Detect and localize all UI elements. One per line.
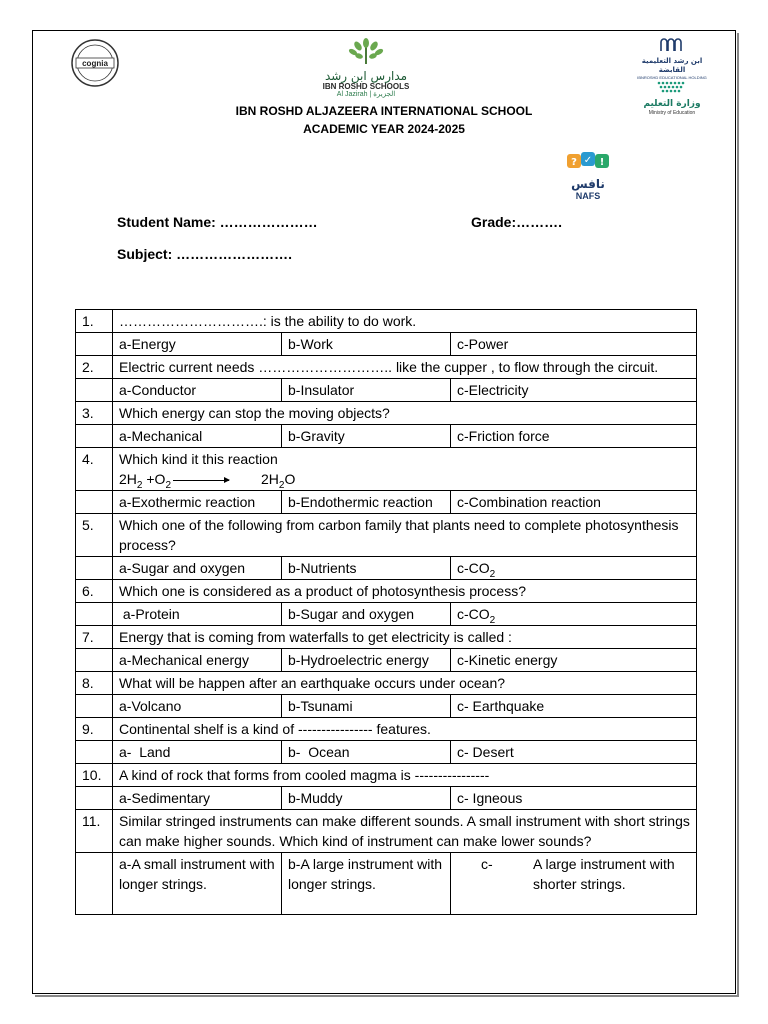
option-a: a-Mechanical (113, 425, 282, 448)
number-spacer (76, 787, 113, 810)
option-c: c- Earthquake (451, 695, 697, 718)
option-a: a-Sedimentary (113, 787, 282, 810)
question-text: ………………………….: is the ability to do work. (113, 310, 697, 333)
question-number: 6. (76, 580, 113, 603)
options-row (76, 379, 697, 402)
question-number: 7. (76, 626, 113, 649)
number-spacer (76, 557, 113, 580)
option-b: b-Hydroelectric energy (282, 649, 451, 672)
option-b: b-Gravity (282, 425, 451, 448)
options-row (76, 491, 697, 514)
question-number: 9. (76, 718, 113, 741)
reaction-arrow-icon (173, 480, 229, 481)
question-number: 3. (76, 402, 113, 425)
tree-icon (344, 37, 388, 65)
question-text: Similar stringed instruments can make different sounds. A small instrument with short strings can make higher sounds. Which kind of instrument can make lower sounds? (113, 810, 697, 853)
options-row (76, 853, 697, 915)
question-row (76, 514, 697, 557)
nafs-logo (560, 150, 616, 202)
svg-text:?: ? (571, 157, 577, 168)
option-a: a-Protein (113, 603, 282, 626)
subject-field: Subject: ……………………. (117, 246, 293, 262)
option-a: a-Sugar and oxygen (113, 557, 282, 580)
option-c (451, 603, 697, 626)
option-b: b- Ocean (282, 741, 451, 764)
svg-text:!: ! (599, 157, 605, 168)
question-text: Which one of the following from carbon family that plants need to complete photosynthesis process? (113, 514, 697, 557)
number-spacer (76, 425, 113, 448)
question-row (76, 580, 697, 603)
option-a: a- Land (113, 741, 282, 764)
options-row (76, 787, 697, 810)
academic-year: ACADEMIC YEAR 2024-2025 (303, 122, 465, 136)
number-spacer (76, 603, 113, 626)
option-c-subscript: 2 (489, 568, 496, 580)
question-row (76, 764, 697, 787)
school-logo-arabic: مدارس ابن رشد (324, 69, 408, 83)
options-row (76, 333, 697, 356)
question-row (76, 672, 697, 695)
option-a: a-Volcano (113, 695, 282, 718)
chemical-equation (119, 469, 690, 489)
options-row (76, 425, 697, 448)
number-spacer (76, 491, 113, 514)
arches-icon (659, 36, 685, 52)
speech-bubbles-icon (565, 150, 611, 172)
question-row (76, 356, 697, 379)
grade-field: Grade:………. (471, 214, 563, 230)
question-text-with-equation (113, 448, 697, 491)
question-row (76, 310, 697, 333)
options-row (76, 603, 697, 626)
option-c-wrap (457, 854, 690, 894)
option-b: b-Muddy (282, 787, 451, 810)
question-number: 2. (76, 356, 113, 379)
school-logo-sub: Al Jazirah | الجزيرة (336, 91, 396, 98)
options-row (76, 649, 697, 672)
question-text: Electric current needs ……………………….. like the cupper , to flow through the circuit. (113, 356, 697, 379)
option-c: c-Power (451, 333, 697, 356)
school-name: IBN ROSHD ALJAZEERA INTERNATIONAL SCHOOL (235, 104, 533, 118)
option-c: c-Combination reaction (451, 491, 697, 514)
option-c-text: A large instrument with shorter strings. (533, 856, 675, 892)
equation-right-subscript: 2 (278, 479, 285, 491)
option-b: b-Tsunami (282, 695, 451, 718)
question-row (76, 810, 697, 853)
option-c: c- Igneous (451, 787, 697, 810)
option-a: a-Exothermic reaction (113, 491, 282, 514)
number-spacer (76, 853, 113, 915)
options-row (76, 695, 697, 718)
option-c-text: c-CO (457, 606, 490, 622)
holding-english: IBNROSHD EDUCATIONAL HOLDING (637, 75, 707, 80)
options-row (76, 557, 697, 580)
option-a: a-Conductor (113, 379, 282, 402)
number-spacer (76, 695, 113, 718)
equation-right: 2H (261, 471, 279, 487)
option-c-subscript: 2 (489, 614, 496, 626)
school-title-block (0, 102, 768, 138)
option-b: b-A large instrument with longer strings. (282, 853, 451, 915)
option-c (451, 853, 697, 915)
question-text: Continental shelf is a kind of ---------------- features. (113, 718, 697, 741)
ibn-roshd-logo (316, 37, 416, 99)
equation-right-end: O (284, 471, 296, 487)
question-number: 11. (76, 810, 113, 853)
nafs-arabic: نافس (571, 177, 605, 191)
option-c: c-Kinetic energy (451, 649, 697, 672)
question-text: Which energy can stop the moving objects? (113, 402, 697, 425)
option-c: c- Desert (451, 741, 697, 764)
question-number: 5. (76, 514, 113, 557)
option-b: b-Work (282, 333, 451, 356)
option-a: a-Mechanical energy (113, 649, 282, 672)
question-number: 10. (76, 764, 113, 787)
equation-plus-subscript: 2 (165, 479, 171, 491)
option-c: c-Electricity (451, 379, 697, 402)
option-b: b-Endothermic reaction (282, 491, 451, 514)
options-row (76, 741, 697, 764)
questions-table (75, 309, 697, 915)
option-c: c-Friction force (451, 425, 697, 448)
option-a: a-A small instrument with longer strings. (113, 853, 282, 915)
question-row (76, 448, 697, 491)
option-b: b-Insulator (282, 379, 451, 402)
number-spacer (76, 649, 113, 672)
number-spacer (76, 741, 113, 764)
nafs-english: NAFS (575, 191, 601, 201)
option-b: b-Nutrients (282, 557, 451, 580)
question-text: Which kind it this reaction (119, 451, 278, 467)
question-text: Which one is considered as a product of photosynthesis process? (113, 580, 697, 603)
question-text: A kind of rock that forms from cooled magma is ---------------- (113, 764, 697, 787)
ministry-arabic: وزارة التعليم (643, 99, 701, 109)
question-number: 4. (76, 448, 113, 491)
question-row (76, 402, 697, 425)
option-c-prefix: c- (481, 856, 493, 872)
question-number: 1. (76, 310, 113, 333)
ministry-english: Ministry of Education (648, 110, 696, 116)
question-text: What will be happen after an earthquake occurs under ocean? (113, 672, 697, 695)
option-b: b-Sugar and oxygen (282, 603, 451, 626)
question-text: Energy that is coming from waterfalls to get electricity is called : (113, 626, 697, 649)
equation-left: 2H (119, 471, 137, 487)
question-row (76, 718, 697, 741)
student-name-field: Student Name: ………………… (117, 214, 318, 230)
cognia-accreditation-seal (70, 38, 120, 88)
option-c-text: c-CO (457, 560, 490, 576)
school-logo-english: IBN ROSHD SCHOOLS (322, 82, 410, 91)
cognia-text: cognia (82, 59, 108, 68)
holding-arabic: ابن رشد التعليمية القابضة (641, 57, 703, 74)
equation-plus: +O (142, 471, 166, 487)
svg-text:✓: ✓ (583, 155, 593, 166)
equation-left-subscript: 2 (136, 479, 143, 491)
dots-icon (655, 80, 689, 94)
option-c (451, 557, 697, 580)
question-row (76, 626, 697, 649)
option-a: a-Energy (113, 333, 282, 356)
question-number: 8. (76, 672, 113, 695)
number-spacer (76, 333, 113, 356)
number-spacer (76, 379, 113, 402)
